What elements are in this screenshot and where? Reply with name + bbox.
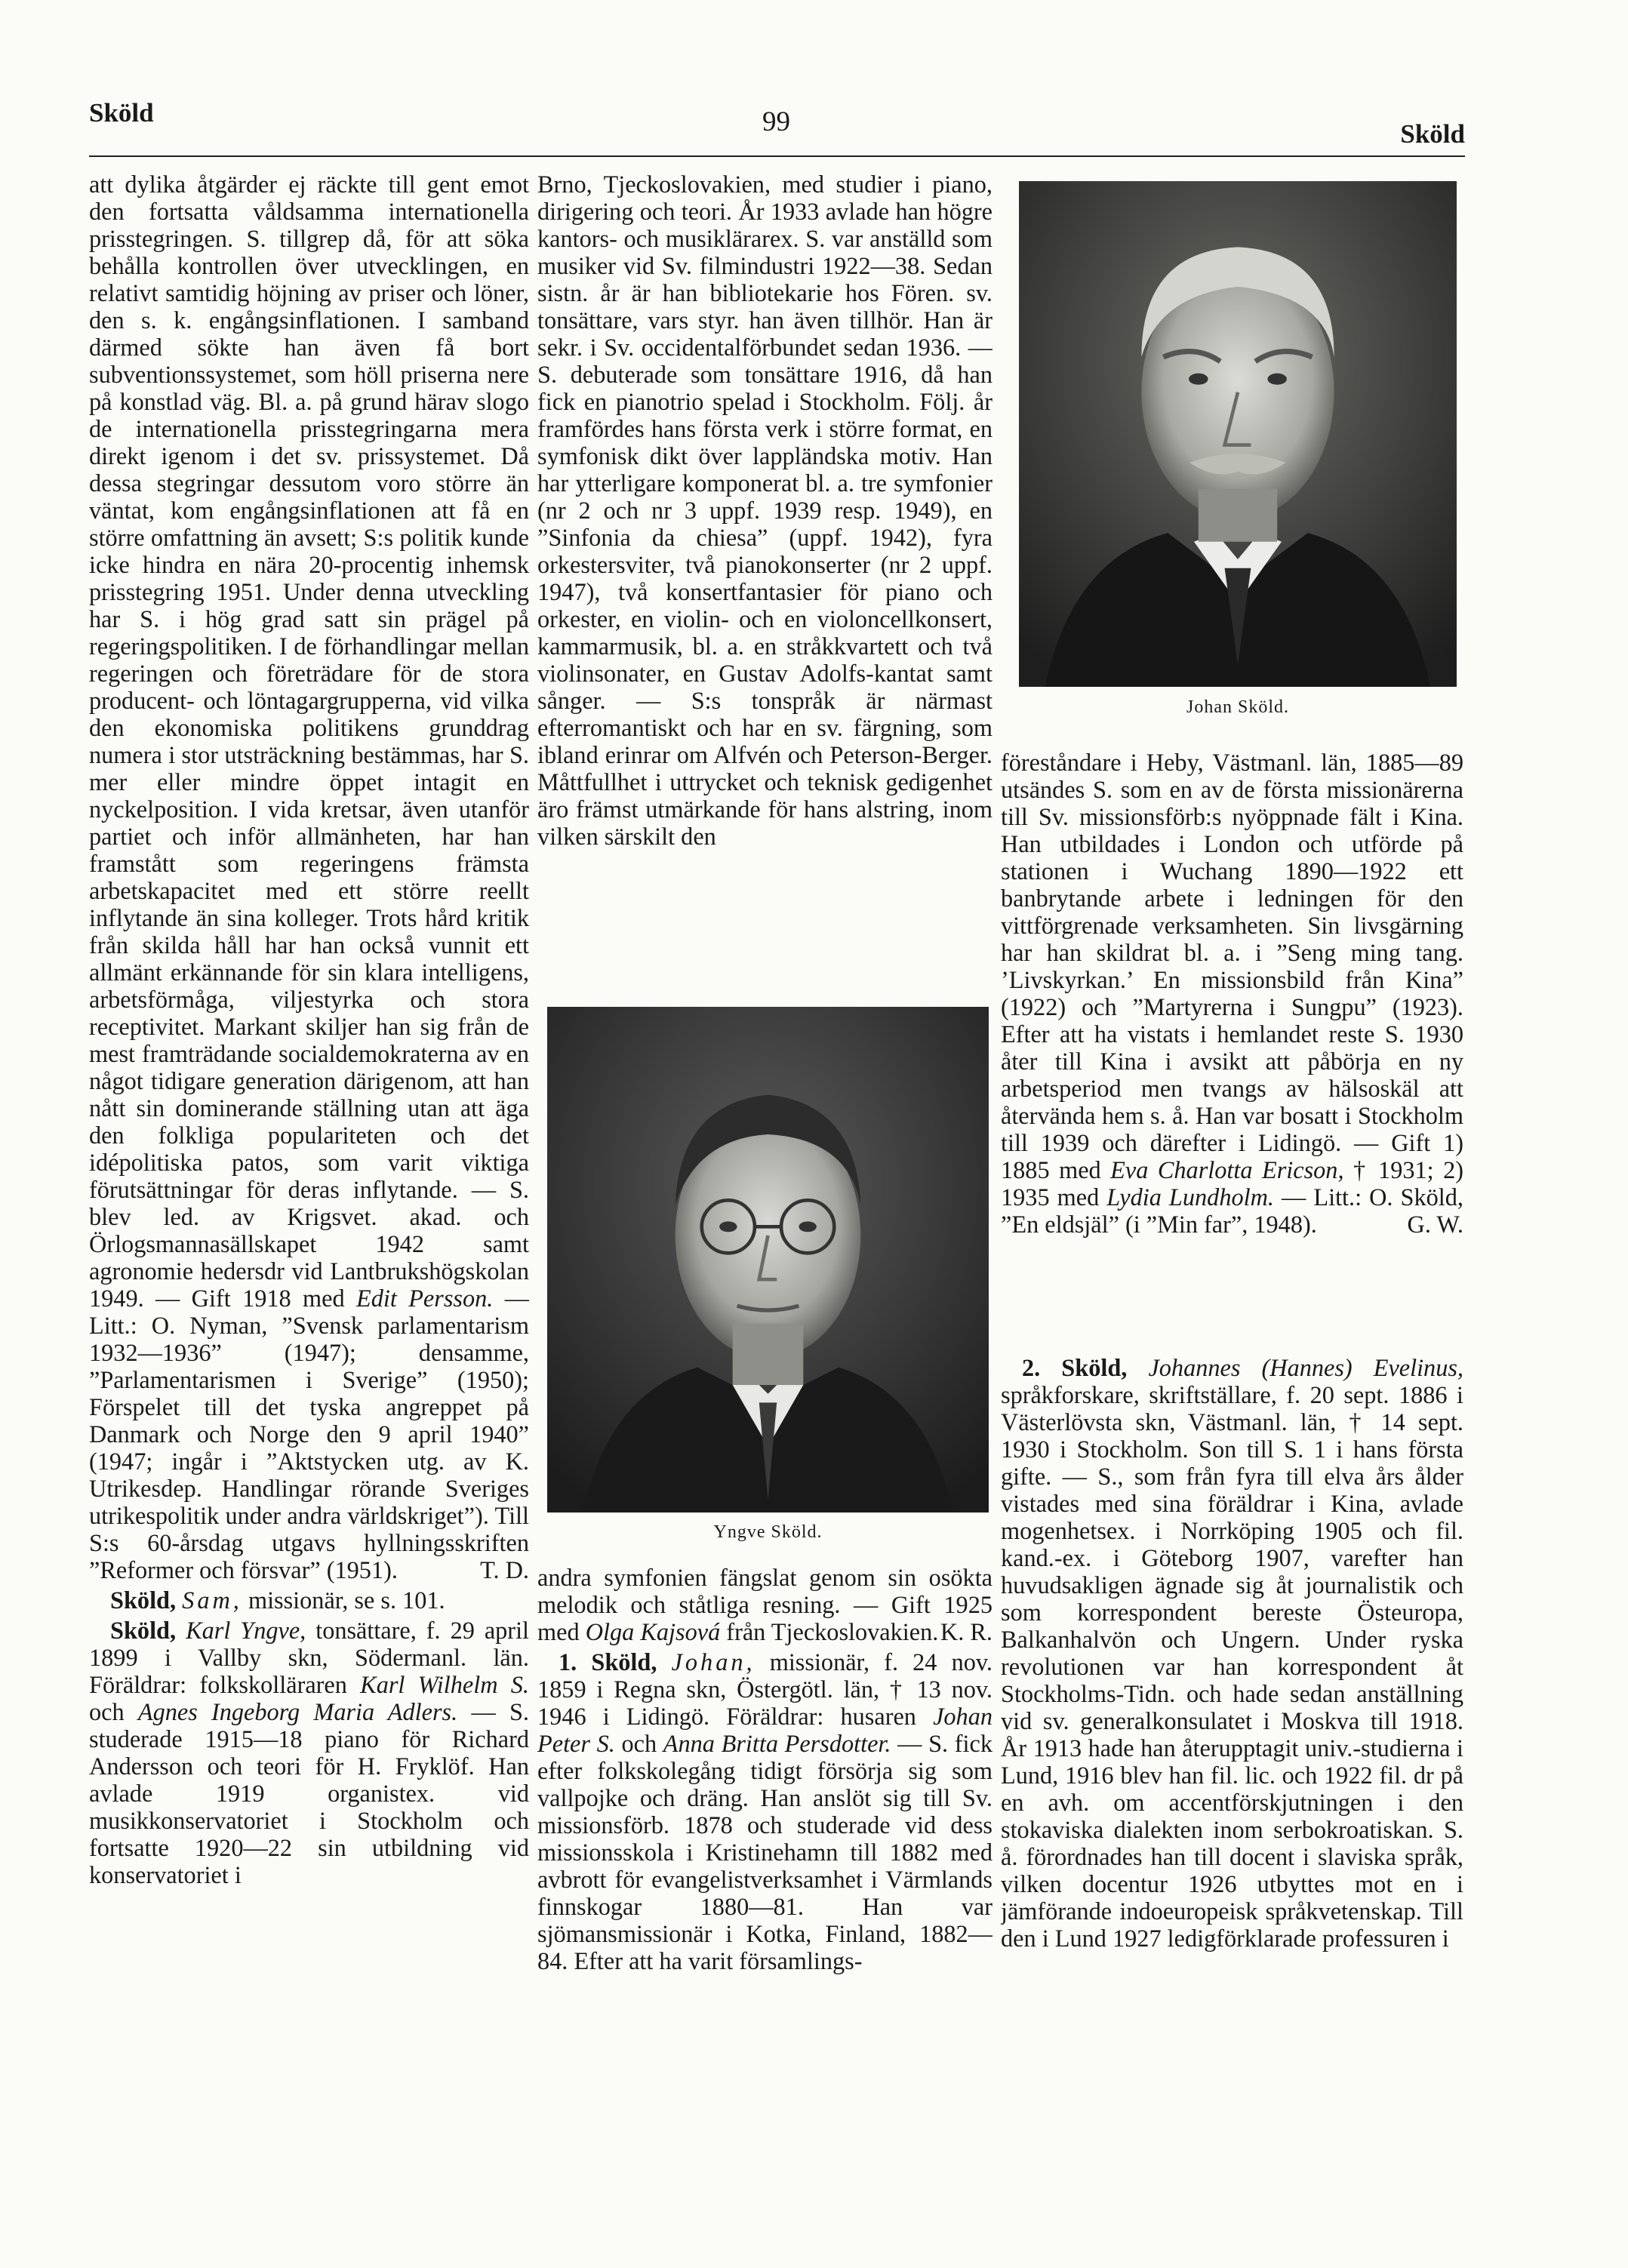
page-number: 99 bbox=[762, 106, 790, 137]
entry-text: andra symfonien fängslat genom sin osökta melodik och ståtliga resning. — Gift 1925 med Olga Kajsová från Tjeckoslovakien. K. R. bbox=[537, 1564, 992, 1645]
portrait-image bbox=[547, 1007, 989, 1513]
entry-hannes: 2. Sköld, Johannes (Hannes) Evelinus, språkforskare, skriftställare, f. 20 sept. 1886 i Västerlövsta skn, Västmanl. län, † 14 sept. 1930 i Stockholm. Son till S. 1 i hans första gifte. — S., som från fyra till elva års ålder vistades med sina föräldrar i Kina, avlade mogenhetsex. i Norrköping 1905 och fil. kand.-ex. i Göteborg 1907, varefter han huvudsakligen ägnade sig åt journalistik och som korrespondent bereste Östeuropa, Balkanhalvön och Ungern. Under ryska revolutionen var han korrespondent åt Stockholms-Tidn. och hade sedan anställning vid sv. generalkonsulatet i Moskva till 1918. År 1913 hade han återupptagit univ.-studierna i Lund, 1916 blev han fil. lic. och 1922 fil. dr på en avh. om accentförskjutningen i den stokaviska dialekten inom serbokroatiskan. S. å. förordnades han till docent i slaviska språk, vilken docentur 1926 utbyttes mot en i jämförande indoeuropeisk språkvetenskap. Till den i Lund 1927 ledigförklarade professuren i bbox=[1001, 1354, 1463, 1952]
caption-yngve: Yngve Sköld. bbox=[713, 1522, 823, 1542]
column-3-top bbox=[1001, 749, 1463, 1357]
portrait-yngve-skold bbox=[547, 1007, 989, 1513]
portrait-johan-skold bbox=[1019, 181, 1457, 687]
header-rule bbox=[89, 155, 1465, 157]
column-1 bbox=[89, 171, 529, 2239]
signature: K. R. bbox=[940, 1618, 992, 1645]
signature: T. D. bbox=[480, 1556, 529, 1583]
running-head-left: Sköld bbox=[89, 98, 154, 128]
entry-text: föreståndare i Heby, Västmanl. län, 1885—89 utsändes S. som en av de första missionärerna till Sv. missionsförb:s nyöppnade fält i Kina. Han utbildades i London och utförde på stationen i Wuchang 1890—1922 ett banbrytande arbete i ledningen för den vittförgrenade verksamheten. Sin livsgärning har han skildrat bl. a. i ”Seng ming tang. ’Livskyrkan.’ En missionsbild från Kina” (1922) och ”Martyrerna i Sungpu” (1923). Efter att ha vistats i hemlandet reste S. 1930 åter till Kina i avsikt att påbörja en ny arbetsperiod men tvangs av hälsoskäl att återvända hem s. å. Han var bosatt i Stockholm till 1939 och därefter i Lidingö. — Gift 1) 1885 med Eva Charlotta Ericson, † 1931; 2) 1935 med Lydia Lundholm. — Litt.: O. Sköld, ”En eldsjäl” (i ”Min far”, 1948). G. W. bbox=[1001, 749, 1463, 1238]
entry-sam: Sköld, Sam, missionär, se s. 101. bbox=[110, 1586, 445, 1614]
entry-text: att dylika åtgärder ej räckte till gent emot den fortsatta våldsamma internationella prisstegringen. S. tillgrep då, för att söka behålla kontrollen över utvecklingen, en relativt samtidig höjning av priser och löner, den s. k. engångsinflationen. I samband därmed sökte han även få bort subventionssystemet, som höll priserna nere på konstlad väg. Bl. a. på grund härav slogo de internationella prisstegringarna mera direkt igenom i det sv. prissystemet. Då dessa stegringar dessutom voro större än väntat, kom engångsinflationen att få en större omfattning än avsett; S:s politik kunde icke hindra en nära 20-procentig inhemsk prisstegring 1951. Under denna utveckling har S. i hög grad satt sin prägel på regeringspolitiken. I de förhandlingar mellan regeringen och företrädare för de stora producent- och löntagargrupperna, vid vilka den ekonomiska politikens grunddrag numera i stor utsträckning bestämmas, har S. mer eller mindre öppet intagit en nyckelposition. I vida kretsar, även utanför partiet och inför allmänheten, har han framstått som regeringens främsta arbetskapacitet med ett större reellt inflytande än sina kolleger. Trots hård kritik från skilda håll har han också vunnit ett allmänt erkännande för sin klara intelligens, arbetsförmåga, viljestyrka och stora receptivitet. Markant skiljer han sig från de mest framträdande socialdemokraterna av en något tidigare generation därigenom, att han nått sin dominerande ställning utan att äga den folkliga populariteten och det idépolitiska patos, som varit viktiga förutsättningar för deras inflytande. — S. blev led. av Krigsvet. akad. och Örlogsmannasällskapet 1942 samt agronomie hedersdr vid Lantbrukshögskolan 1949. — Gift 1918 med Edit Persson. — Litt.: O. Nyman, ”Svensk parlamentarism 1932—1936” (1947); densamme, ”Parlamentarismen i Sverige” (1950); Förspelet till det tyska angreppet på Danmark och Norge den 9 april 1940” (1947; ingår i ”Aktstycken utg. av K. Utrikesdep. Handlingar rörande Sveriges utrikespolitik under andra världskriget”). Till S:s 60-årsdag utgavs hyllningsskriften ”Reformer och försvar” (1951). T. D. bbox=[89, 171, 529, 1583]
portrait-image bbox=[1019, 181, 1457, 687]
column-3-bottom bbox=[1001, 1354, 1463, 2245]
column-2-top bbox=[537, 171, 992, 1001]
entry-yngve: Sköld, Karl Yngve, tonsättare, f. 29 april 1899 i Vallby skn, Södermanl. län. Föräldrar: folkskolläraren Karl Wilhelm S. och Agnes Ingeborg Maria Adlers. — S. studerade 1915—18 piano för Richard Andersson och teori för H. Fryklöf. Han avlade 1919 organistex. vid musikkonservatoriet i Stockholm och fortsatte 1920—22 sin utbildning vid konservatoriet i bbox=[89, 1617, 529, 1888]
column-2-bottom bbox=[537, 1564, 992, 2243]
caption-johan: Johan Sköld. bbox=[1186, 697, 1289, 717]
entry-johan: 1. Sköld, Johan, missionär, f. 24 nov. 1859 i Regna skn, Östergötl. län, † 13 nov. 1946 i Lidingö. Föräldrar: husaren Johan Peter S. och Anna Britta Persdotter. — S. fick efter folkskolegång tidigt försörja sig som vallpojke och dräng. Han anslöt sig till Sv. missionsförb. 1878 och studerade vid dess missionsskola i Kristinehamn till 1882 med avbrott för evangelistverksamhet i Värmlands finnskogar 1880—81. Han var sjömansmissionär i Kotka, Finland, 1882—84. Efter att ha varit församlings- bbox=[537, 1648, 992, 1974]
entry-text: Brno, Tjeckoslovakien, med studier i piano, dirigering och teori. År 1933 avlade han högre kantors- och musiklärarex. S. var anställd som musiker vid Sv. filmindustri 1922—38. Sedan sistn. år är han bibliotekarie hos Fören. sv. tonsättare, vars styr. han även tillhör. Han är sekr. i Sv. occidentalförbundet sedan 1936. — S. debuterade som tonsättare 1916, då han fick en pianotrio spelad i Stockholm. Följ. år framfördes hans första verk i större format, en symfonisk dikt över lappländska motiv. Han har ytterligare komponerat bl. a. tre symfonier (nr 2 och nr 3 uppf. 1939 resp. 1949), en ”Sinfonia da chiesa” (uppf. 1942), fyra orkestersviter, två pianokonserter (nr 2 uppf. 1947), två konsertfantasier för piano och orkester, en violin- och en violoncellkonsert, kammarmusik, bl. a. en stråkkvartett och två violinsonater, en Gustav Adolfs-kantat samt sånger. — S:s tonspråk är närmast efterromantiskt och har en sv. färgning, som ibland erinrar om Alfvén och Peterson-Berger. Måttfullhet i uttrycket och teknisk gedigenhet äro främst utmärkande för hans alstring, inom vilken särskilt den bbox=[537, 171, 992, 850]
signature: G. W. bbox=[1407, 1211, 1463, 1238]
running-head-right: Sköld bbox=[1400, 119, 1465, 149]
